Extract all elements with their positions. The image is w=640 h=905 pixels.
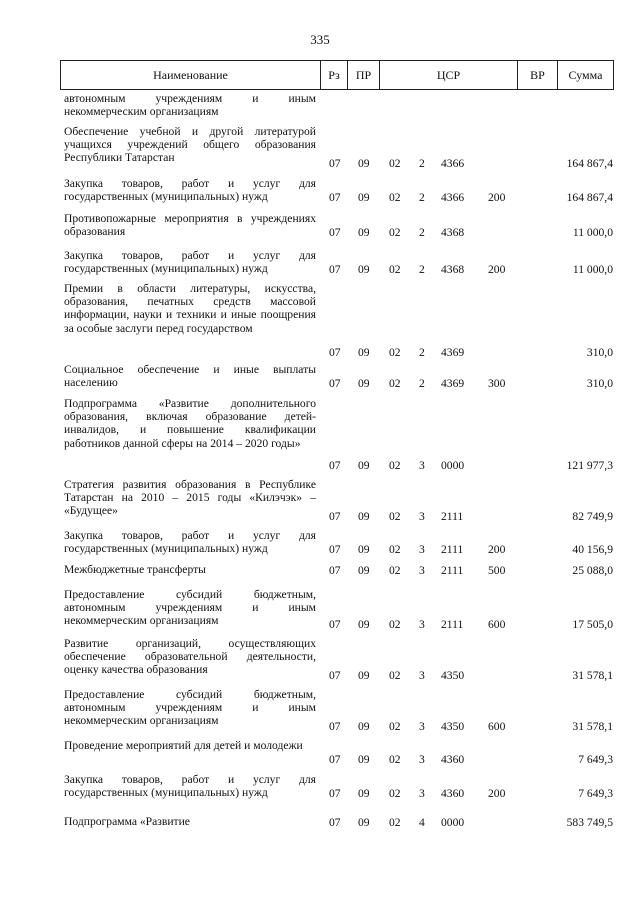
- table-row: [0, 563, 640, 577]
- cell-csr-program: 02: [389, 720, 401, 733]
- cell-rz: 07: [329, 191, 341, 204]
- cell-csr-subprogram: 3: [419, 720, 425, 733]
- cell-csr-program: 02: [389, 543, 401, 556]
- cell-rz: 07: [329, 377, 341, 390]
- row-name: Закупка товаров, работ и услуг для государственных (муниципальных) нужд: [64, 773, 316, 800]
- cell-sum: 31 578,1: [572, 720, 613, 733]
- cell-pr: 09: [358, 377, 370, 390]
- cell-sum: 11 000,0: [572, 226, 613, 239]
- row-name: Подпрограмма «Развитие дополнительного образования, включая образование детей-инвалидов, и повышение квалификации работников данной сферы на 2014 – 2020 годы»: [64, 397, 316, 450]
- cell-pr: 09: [358, 191, 370, 204]
- cell-csr-item: 4369: [441, 377, 465, 390]
- cell-pr: 09: [358, 510, 370, 523]
- cell-rz: 07: [329, 346, 341, 359]
- cell-rz: 07: [329, 564, 341, 577]
- cell-csr-program: 02: [389, 669, 401, 682]
- cell-pr: 09: [358, 753, 370, 766]
- table-row: [0, 397, 640, 472]
- table-row: [0, 637, 640, 682]
- header-name: Наименование: [153, 68, 228, 82]
- table-row: [0, 815, 640, 829]
- cell-rz: 07: [329, 816, 341, 829]
- cell-csr-program: 02: [389, 226, 401, 239]
- cell-rz: 07: [329, 720, 341, 733]
- cell-pr: 09: [358, 226, 370, 239]
- table-row: [0, 249, 640, 276]
- cell-sum: 25 088,0: [572, 564, 613, 577]
- cell-vr: 200: [488, 263, 506, 276]
- cell-rz: 07: [329, 618, 341, 631]
- cell-sum: 7 649,3: [578, 753, 613, 766]
- cell-sum: 31 578,1: [572, 669, 613, 682]
- row-name: Стратегия развития образования в Республике Татарстан на 2010 – 2015 годы «Килэчэк» – «Будущее»: [64, 478, 316, 518]
- row-name: Противопожарные мероприятия в учреждениях образования: [64, 212, 316, 239]
- page-number: 335: [310, 32, 330, 47]
- cell-sum: 40 156,9: [572, 543, 613, 556]
- table-row: [0, 688, 640, 733]
- row-name: Предоставление субсидий бюджетным, автономным учреждениям и иным некоммерческим организациям: [64, 688, 316, 728]
- cell-csr-program: 02: [389, 191, 401, 204]
- cell-pr: 09: [358, 669, 370, 682]
- cell-vr: 600: [488, 720, 506, 733]
- cell-csr-item: 2111: [441, 564, 464, 577]
- header-vr: ВР: [530, 68, 545, 82]
- header-pr: ПР: [355, 68, 372, 82]
- cell-csr-subprogram: 3: [419, 787, 425, 800]
- cell-csr-program: 02: [389, 377, 401, 390]
- table-row: [0, 588, 640, 631]
- cell-csr-item: 2111: [441, 510, 464, 523]
- cell-pr: 09: [358, 720, 370, 733]
- row-name: Социальное обеспечение и иные выплаты населению: [64, 363, 316, 390]
- cell-pr: 09: [358, 543, 370, 556]
- cell-csr-item: 4360: [441, 753, 465, 766]
- table-row: [0, 282, 640, 359]
- cell-csr-subprogram: 3: [419, 459, 425, 472]
- cell-rz: 07: [329, 226, 341, 239]
- cell-pr: 09: [358, 459, 370, 472]
- cell-csr-program: 02: [389, 753, 401, 766]
- table-row: [0, 212, 640, 239]
- cell-csr-subprogram: 3: [419, 510, 425, 523]
- cell-csr-program: 02: [389, 564, 401, 577]
- table-row: [0, 363, 640, 390]
- cell-csr-program: 02: [389, 816, 401, 829]
- cell-csr-subprogram: 2: [419, 191, 425, 204]
- cell-rz: 07: [329, 510, 341, 523]
- cell-sum: 7 649,3: [578, 787, 613, 800]
- cell-sum: 164 867,4: [566, 157, 613, 170]
- cell-csr-subprogram: 2: [419, 377, 425, 390]
- row-name: Закупка товаров, работ и услуг для государственных (муниципальных) нужд: [64, 249, 316, 276]
- table-row: [0, 529, 640, 556]
- cell-rz: 07: [329, 543, 341, 556]
- cell-csr-subprogram: 2: [419, 157, 425, 170]
- cell-vr: 500: [488, 564, 506, 577]
- table-row: [0, 739, 640, 766]
- table-row: [0, 177, 640, 204]
- cell-csr-item: 4368: [441, 263, 465, 276]
- cell-csr-subprogram: 2: [419, 346, 425, 359]
- table-row: [0, 773, 640, 800]
- row-name: Развитие организаций, осуществляющих обеспечение образовательной деятельности, оценку качества образования: [64, 637, 316, 677]
- cell-csr-item: 0000: [441, 816, 465, 829]
- cell-rz: 07: [329, 459, 341, 472]
- cell-rz: 07: [329, 787, 341, 800]
- row-name: Предоставление субсидий бюджетным, автономным учреждениям и иным некоммерческим организациям: [64, 588, 316, 628]
- cell-pr: 09: [358, 263, 370, 276]
- row-name: Обеспечение учебной и другой литературой учащихся учреждений общего образования Республики Татарстан: [64, 125, 316, 165]
- header-sum: Сумма: [568, 68, 603, 82]
- cell-csr-subprogram: 3: [419, 669, 425, 682]
- cell-csr-item: 4360: [441, 787, 465, 800]
- cell-csr-subprogram: 2: [419, 263, 425, 276]
- cell-pr: 09: [358, 816, 370, 829]
- cell-pr: 09: [358, 564, 370, 577]
- cell-csr-program: 02: [389, 263, 401, 276]
- cell-csr-subprogram: 3: [419, 618, 425, 631]
- cell-pr: 09: [358, 346, 370, 359]
- cell-vr: 200: [488, 543, 506, 556]
- cell-sum: 17 505,0: [572, 618, 613, 631]
- cell-csr-item: 4366: [441, 191, 465, 204]
- header-rz: Рз: [328, 68, 340, 82]
- cell-sum: 583 749,5: [566, 816, 613, 829]
- cell-pr: 09: [358, 787, 370, 800]
- cell-rz: 07: [329, 263, 341, 276]
- row-name: Премии в области литературы, искусства, образования, печатных средств массовой информации, науки и техники и иные поощрения за особые заслуги перед государством: [64, 282, 316, 335]
- row-name: Межбюджетные трансферты: [64, 563, 206, 576]
- cell-csr-subprogram: 3: [419, 564, 425, 577]
- cell-csr-program: 02: [389, 346, 401, 359]
- cell-csr-subprogram: 3: [419, 753, 425, 766]
- cell-sum: 82 749,9: [572, 510, 613, 523]
- cell-csr-item: 4366: [441, 157, 465, 170]
- row-name: Проведение мероприятий для детей и молодежи: [64, 739, 303, 752]
- row-name: Подпрограмма «Развитие: [64, 815, 190, 828]
- cell-csr-subprogram: 2: [419, 226, 425, 239]
- cell-rz: 07: [329, 753, 341, 766]
- cell-csr-subprogram: 3: [419, 543, 425, 556]
- cell-csr-item: 2111: [441, 618, 464, 631]
- cell-csr-item: 4369: [441, 346, 465, 359]
- cell-vr: 200: [488, 191, 506, 204]
- cell-pr: 09: [358, 618, 370, 631]
- cell-rz: 07: [329, 669, 341, 682]
- cell-sum: 310,0: [586, 346, 613, 359]
- cell-sum: 164 867,4: [566, 191, 613, 204]
- row-name: Закупка товаров, работ и услуг для государственных (муниципальных) нужд: [64, 177, 316, 204]
- cell-vr: 200: [488, 787, 506, 800]
- cell-csr-program: 02: [389, 157, 401, 170]
- table-row: [0, 478, 640, 523]
- header-csr: ЦСР: [436, 68, 461, 82]
- table-row: [0, 92, 640, 118]
- table-header: [60, 60, 614, 90]
- cell-csr-program: 02: [389, 510, 401, 523]
- row-name: Закупка товаров, работ и услуг для государственных (муниципальных) нужд: [64, 529, 316, 556]
- cell-rz: 07: [329, 157, 341, 170]
- cell-csr-item: 4350: [441, 669, 465, 682]
- table-row: [0, 125, 640, 170]
- cell-csr-program: 02: [389, 618, 401, 631]
- cell-sum: 11 000,0: [572, 263, 613, 276]
- cell-csr-item: 4350: [441, 720, 465, 733]
- cell-csr-item: 4368: [441, 226, 465, 239]
- row-name: автономным учреждениям и иным некоммерческим организациям: [64, 92, 316, 119]
- cell-csr-item: 2111: [441, 543, 464, 556]
- cell-pr: 09: [358, 157, 370, 170]
- cell-vr: 600: [488, 618, 506, 631]
- cell-csr-subprogram: 4: [419, 816, 425, 829]
- cell-csr-program: 02: [389, 459, 401, 472]
- cell-sum: 310,0: [586, 377, 613, 390]
- cell-csr-program: 02: [389, 787, 401, 800]
- cell-vr: 300: [488, 377, 506, 390]
- cell-csr-item: 0000: [441, 459, 465, 472]
- cell-sum: 121 977,3: [566, 459, 613, 472]
